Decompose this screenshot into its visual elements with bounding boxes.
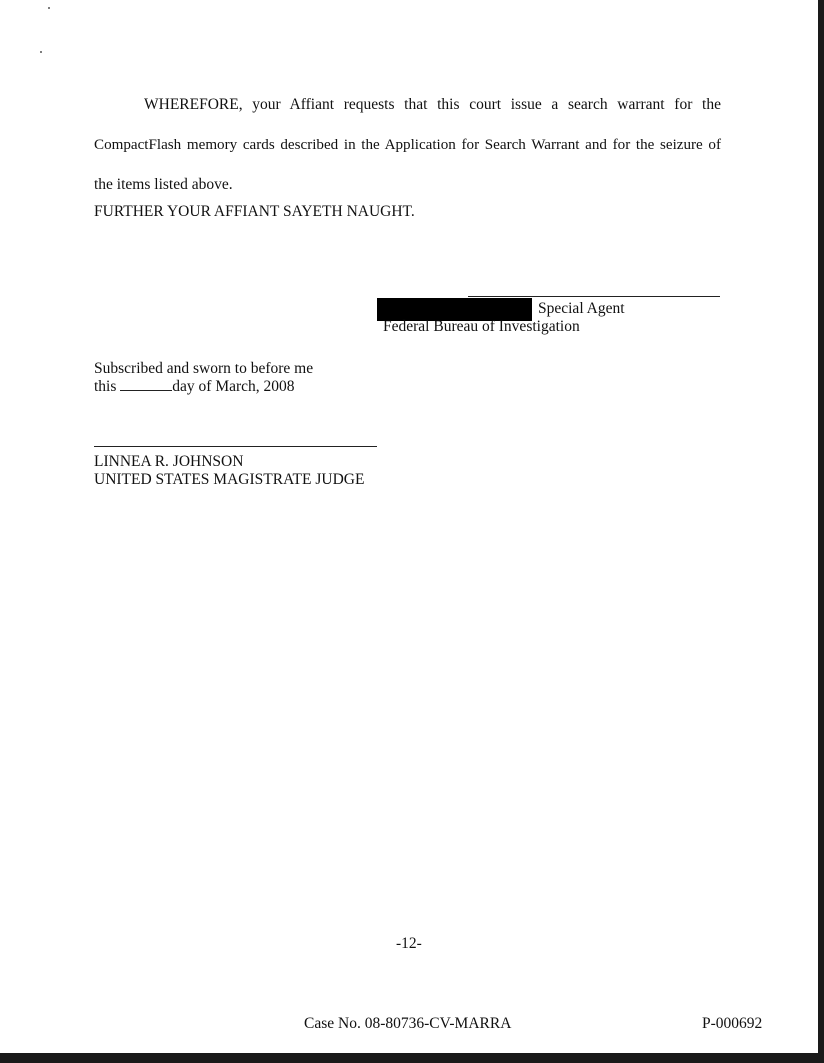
- jurat-block: [94, 360, 313, 396]
- judge-name: LINNEA R. JOHNSON: [94, 453, 244, 470]
- jurat-line-2-suffix: day of March, 2008: [172, 378, 295, 395]
- judge-title: UNITED STATES MAGISTRATE JUDGE: [94, 471, 365, 488]
- paragraph-line-3: the items listed above.: [94, 176, 233, 193]
- scan-border-bottom: [0, 1053, 824, 1063]
- case-number: Case No. 08-80736-CV-MARRA: [304, 1015, 512, 1032]
- affiant-title: Special Agent: [538, 300, 625, 317]
- affiant-signature-line: [468, 296, 720, 297]
- jurat-line-2-prefix: this: [94, 378, 117, 395]
- jurat-line-1: Subscribed and sworn to before me: [94, 360, 314, 377]
- page-number: -12-: [396, 935, 422, 952]
- bates-number: P-000692: [702, 1015, 763, 1032]
- affiant-agency: Federal Bureau of Investigation: [383, 318, 580, 335]
- paragraph-line-2: CompactFlash memory cards described in the Application for Search Warrant and for the seizure of: [94, 137, 721, 153]
- judge-block: [94, 453, 364, 489]
- scan-speck: [48, 7, 50, 9]
- scan-border-right: [818, 0, 824, 1063]
- wherefore-paragraph: [94, 86, 721, 204]
- judge-signature-line: [94, 446, 377, 447]
- paragraph-line-1: WHEREFORE, your Affiant requests that this court issue a search warrant for the: [144, 96, 721, 113]
- jurat-day-blank: [120, 378, 172, 391]
- closing-statement: FURTHER YOUR AFFIANT SAYETH NAUGHT.: [94, 203, 415, 220]
- scan-speck: [40, 51, 42, 53]
